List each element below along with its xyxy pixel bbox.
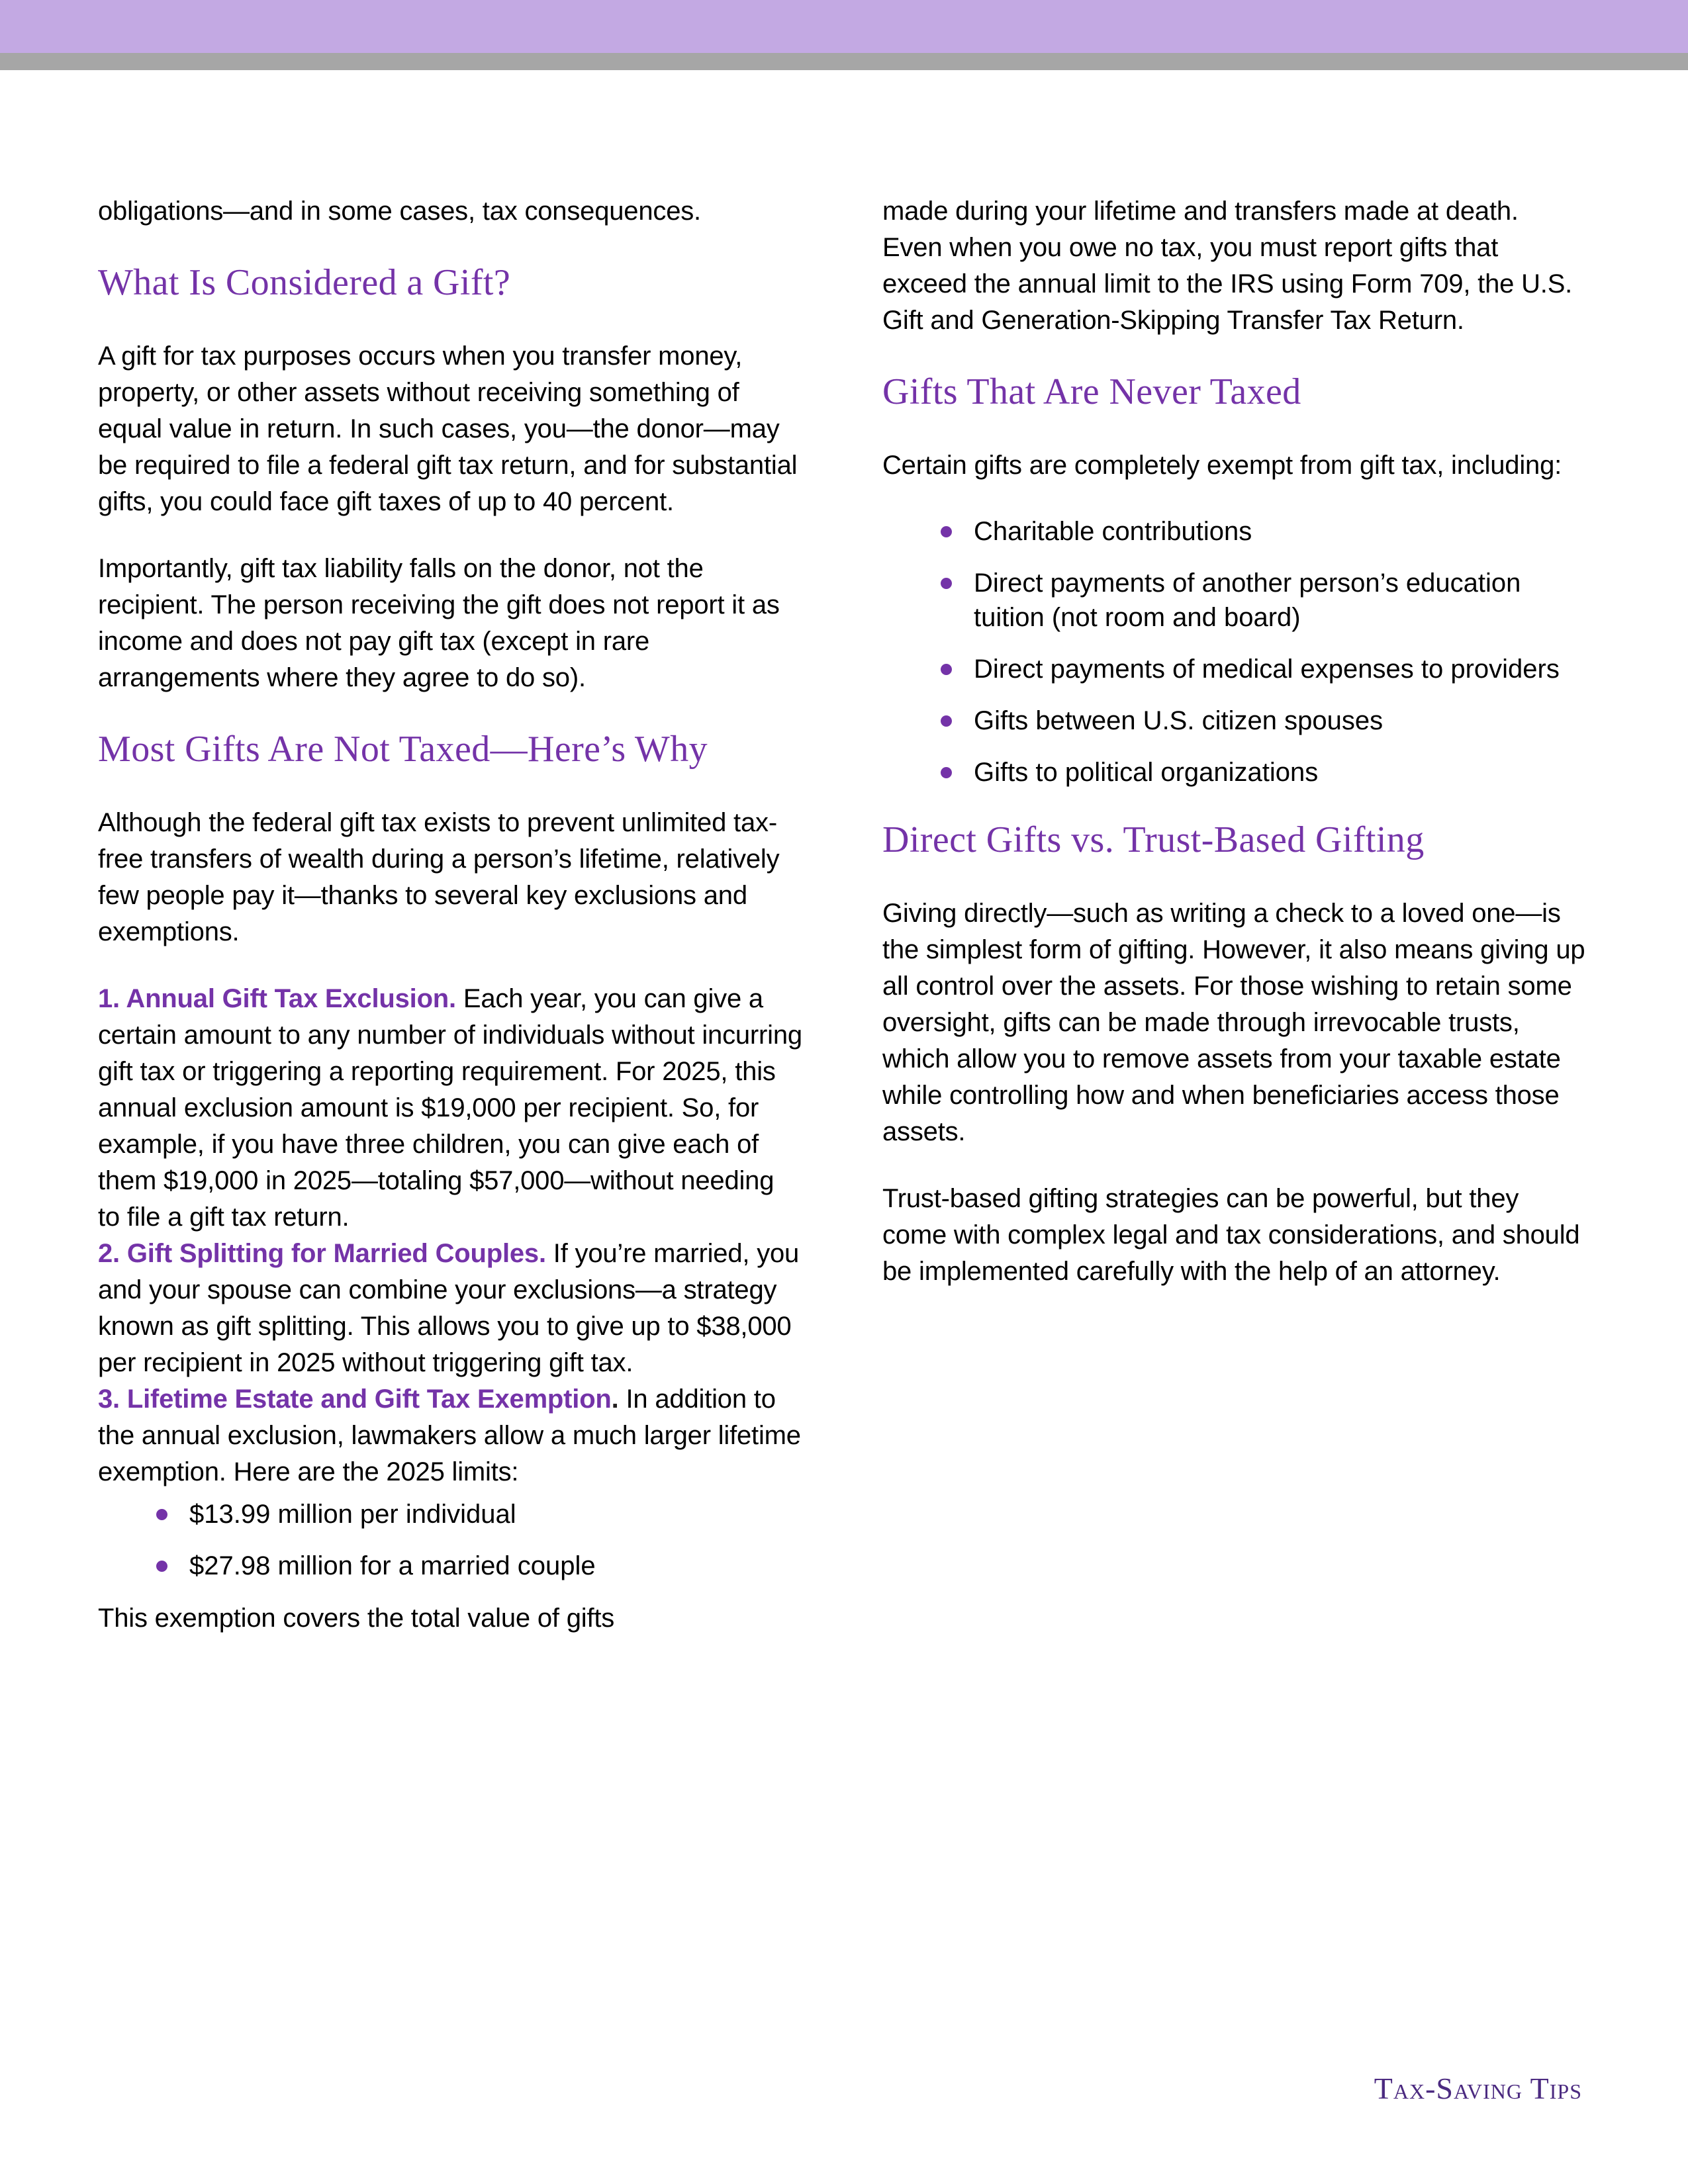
list-exemption-limits <box>98 1497 803 1583</box>
header-gray-band <box>0 53 1688 70</box>
list-item: Direct payments of medical expenses to providers <box>935 652 1587 686</box>
heading-most-gifts-are-not-taxed: Most Gifts Are Not Taxed—Here’s Why <box>98 729 708 770</box>
left-column <box>98 193 803 1667</box>
paragraph-annual-gift-tax-exclusion <box>98 981 803 1236</box>
paragraph-exemption-covers: This exemption covers the total value of gifts <box>98 1604 615 1633</box>
list-item: Charitable contributions <box>935 514 1587 549</box>
list-item: Direct payments of another person’s education tuition (not room and board) <box>935 566 1587 635</box>
paragraph-even-when-you-owe-no-tax: Even when you owe no tax, you must report gifts that exceed the annual limit to the IRS using Form 709, the U.S. Gift and Generation-Skipping Transfer Tax Return. <box>882 233 1573 335</box>
heading-what-is-considered-a-gift: What Is Considered a Gift? <box>98 262 511 303</box>
text-annual-gift-tax-exclusion: Each year, you can give a certain amount to any number of individuals without incurring gift tax or triggering a reporting requirement. For 2025, this annual exclusion amount is $19,000 per recipient. So, for example, if you have three children, you can give each of them $19,000 in 2025—totaling $57,000—without needing to file a gift tax return. <box>98 984 802 1232</box>
header-purple-band <box>0 0 1688 53</box>
label-gift-splitting: 2. Gift Splitting for Married Couples. <box>98 1239 546 1268</box>
paragraph-gift-splitting <box>98 1236 803 1381</box>
list-exempt-gifts <box>882 514 1587 790</box>
heading-direct-gifts-vs-trust-based-gifting: Direct Gifts vs. Trust-Based Gifting <box>882 819 1425 860</box>
text-gift-splitting: If you’re married, you and your spouse can combine your exclusions—a strategy known as gift splitting. This allows you to give up to $38,000 per recipient in 2025 without triggering gift tax. <box>98 1239 800 1377</box>
label-lifetime-exemption-period: . <box>611 1385 619 1414</box>
paragraph-obligations: obligations—and in some cases, tax consequences. <box>98 197 701 226</box>
paragraph-gift-definition: A gift for tax purposes occurs when you transfer money, property, or other assets without receiving something of equal value in return. In such cases, you—the donor—may be required to file a federal gift tax return, and for substantial gifts, you could face gift taxes of up to 40 percent. <box>98 341 798 516</box>
label-lifetime-exemption: 3. Lifetime Estate and Gift Tax Exemption <box>98 1385 612 1414</box>
label-annual-gift-tax-exclusion: 1. Annual Gift Tax Exclusion. <box>98 984 456 1013</box>
paragraph-certain-gifts-exempt: Certain gifts are completely exempt from gift tax, including: <box>882 451 1562 480</box>
right-column <box>882 193 1587 1667</box>
heading-gifts-that-are-never-taxed: Gifts That Are Never Taxed <box>882 371 1301 412</box>
paragraph-lifetime-exemption <box>98 1381 803 1490</box>
paragraph-giving-directly: Giving directly—such as writing a check to a loved one—is the simplest form of gifting. However, it also means giving up all control over the assets. For those wishing to retain some oversight, gifts can be made through irrevocable trusts, which allow you to remove assets from your taxable estate while controlling how and when beneficiaries access those assets. <box>882 899 1585 1146</box>
footer-brand-label: Tax-Saving Tips <box>1374 2071 1582 2105</box>
list-item: $27.98 million for a married couple <box>151 1549 803 1583</box>
paragraph-trust-based-strategies: Trust-based gifting strategies can be powerful, but they come with complex legal and tax considerations, and should be implemented carefully with the help of an attorney. <box>882 1184 1580 1286</box>
paragraph-gift-tax-liability: Importantly, gift tax liability falls on the donor, not the recipient. The person receiving the gift does not report it as income and does not pay gift tax (except in rare arrangements where they agree to do so). <box>98 554 780 692</box>
list-item: $13.99 million per individual <box>151 1497 803 1531</box>
list-item: Gifts between U.S. citizen spouses <box>935 704 1587 738</box>
text-lifetime-exemption: In addition to the annual exclusion, lawmakers allow a much larger lifetime exemption. Here are the 2025 limits: <box>98 1385 801 1486</box>
paragraph-although-federal-gift-tax: Although the federal gift tax exists to prevent unlimited tax-free transfers of wealth during a person’s lifetime, relatively few people pay it—thanks to several key exclusions and exemptions. <box>98 808 780 946</box>
two-column-body <box>98 193 1587 1667</box>
list-item: Gifts to political organizations <box>935 755 1587 790</box>
paragraph-made-during-lifetime: made during your lifetime and transfers made at death. <box>882 197 1519 226</box>
